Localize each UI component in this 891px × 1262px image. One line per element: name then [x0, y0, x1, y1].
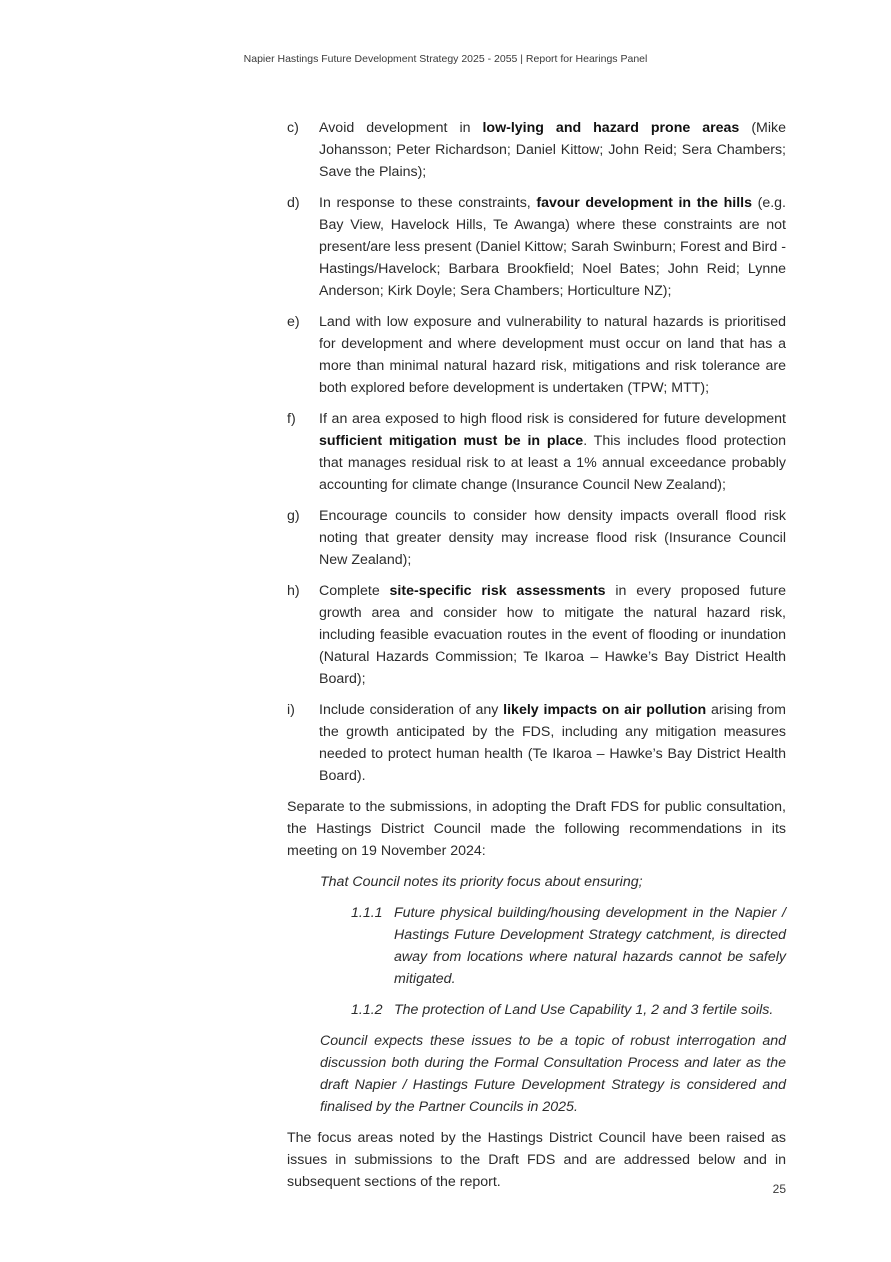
list-marker: i): [287, 702, 295, 718]
list-item-text: Include consideration of any likely impacts on air pollution arising from the growth anticipated by the FDS, including any mitigation measures needed to protect human health (Te Ikaroa – Hawke’s Bay District Health Board).: [319, 702, 786, 784]
page-body: [287, 117, 786, 1202]
bold-phrase: favour development in the hills: [536, 195, 752, 211]
running-header: Napier Hastings Future Development Strategy 2025 - 2055 | Report for Hearings Panel: [243, 53, 648, 65]
list-item-d: [287, 192, 786, 302]
list-item-text: If an area exposed to high flood risk is considered for future development sufficient mitigation must be in place. This includes flood protection that manages residual risk to at least a 1% annual exceedance probably accounting for climate change (Insurance Council New Zealand);: [319, 411, 786, 493]
list-marker: h): [287, 583, 300, 599]
bold-phrase: site-specific risk assessments: [389, 583, 606, 599]
list-item-h: [287, 580, 786, 690]
list-marker: d): [287, 195, 300, 211]
sub-item-number: 1.1.1: [351, 905, 383, 921]
bold-phrase: sufficient mitigation must be in place: [319, 433, 584, 449]
list-item-text: Encourage councils to consider how density impacts overall flood risk noting that greater density may increase flood risk (Insurance Council New Zealand);: [319, 508, 786, 568]
sub-item-text: Future physical building/housing development in the Napier / Hastings Future Development Strategy catchment, is directed away from locations where natural hazards cannot be safely mitigated.: [394, 905, 786, 987]
list-item-e: [287, 311, 786, 399]
sub-item-number: 1.1.2: [351, 1002, 383, 1018]
list-marker: g): [287, 508, 300, 524]
list-item-text: Avoid development in low-lying and hazard prone areas (Mike Johansson; Peter Richardson; Daniel Kittow; John Reid; Sera Chambers; Save the Plains);: [319, 120, 786, 180]
sub-item-1-1-1: [351, 902, 786, 990]
bold-phrase: likely impacts on air pollution: [503, 702, 707, 718]
list-item-text: Complete site-specific risk assessments in every proposed future growth area and consider how to mitigate the natural hazard risk, including feasible evacuation routes in the event of flooding or inundation (Natural Hazards Commission; Te Ikaroa – Hawke’s Bay District Health Board);: [319, 583, 786, 687]
list-item-i: [287, 699, 786, 787]
list-marker: e): [287, 314, 300, 330]
list-item-g: [287, 505, 786, 571]
page-number: 25: [772, 1182, 786, 1196]
list-item-text: Land with low exposure and vulnerability to natural hazards is prioritised for development and where development must occur on land that has a more than minimal natural hazard risk, mitigations and risk tolerance are both explored before development is undertaken (TPW; MTT);: [319, 314, 786, 396]
bold-phrase: low-lying and hazard prone areas: [482, 120, 740, 136]
separate-paragraph: Separate to the submissions, in adopting the Draft FDS for public consultation, the Hastings District Council made the following recommendations in its meeting on 19 November 2024:: [287, 799, 786, 859]
quote-intro: That Council notes its priority focus about ensuring;: [320, 874, 643, 890]
council-expects-paragraph: Council expects these issues to be a topic of robust interrogation and discussion both during the Formal Consultation Process and later as the draft Napier / Hastings Future Development Strategy is considered and finalised by the Partner Councils in 2025.: [320, 1033, 786, 1115]
list-marker: c): [287, 120, 299, 136]
sub-item-1-1-2: [351, 999, 786, 1021]
list-item-c: [287, 117, 786, 183]
list-item-text: In response to these constraints, favour development in the hills (e.g. Bay View, Havelock Hills, Te Awanga) where these constraints are not present/are less present (Daniel Kittow; Sarah Swinburn; Forest and Bird - Hastings/Havelock; Barbara Brookfield; Noel Bates; John Reid; Lynne Anderson; Kirk Doyle; Sera Chambers; Horticulture NZ);: [319, 195, 786, 299]
closing-paragraph: The focus areas noted by the Hastings District Council have been raised as issues in submissions to the Draft FDS and are addressed below and in subsequent sections of the report.: [287, 1130, 786, 1190]
list-marker: f): [287, 411, 296, 427]
list-item-f: [287, 408, 786, 496]
sub-item-text: The protection of Land Use Capability 1, 2 and 3 fertile soils.: [394, 1002, 774, 1018]
